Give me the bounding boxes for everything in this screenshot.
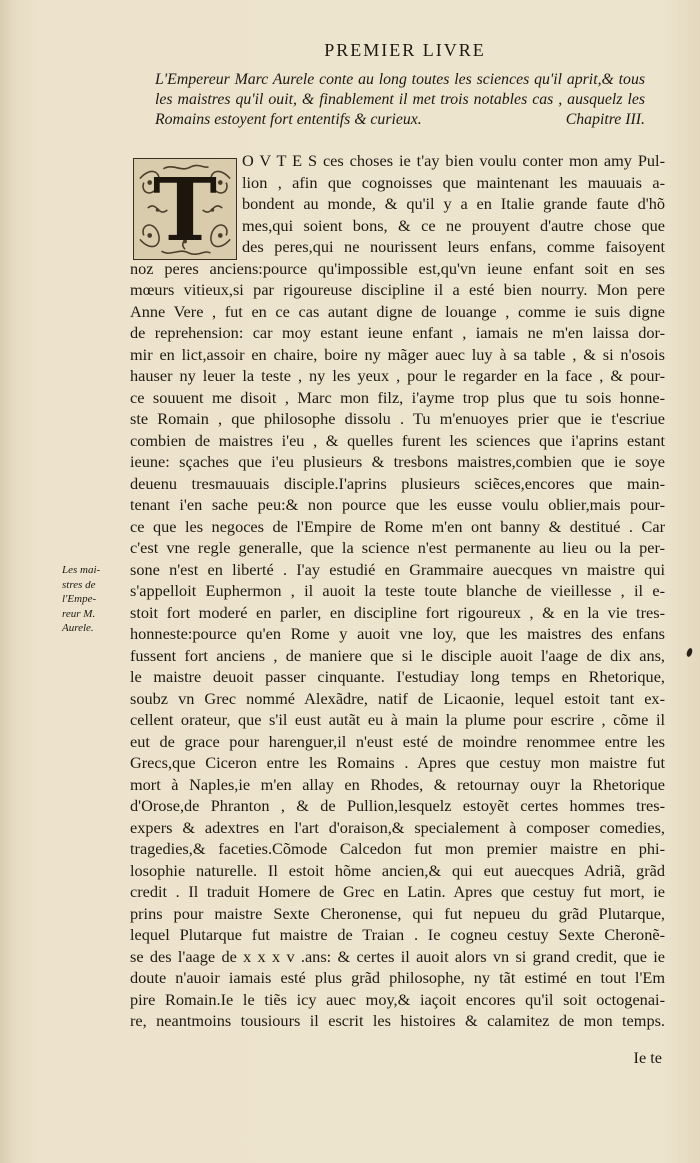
text-line: lequel Plutarque fut maistre de Traian . Ie cogneu cestuy Sexte Cheronẽ- xyxy=(130,925,665,944)
text-line: tragedies,& faceties.Cõmode Calcedon fut mon premier maistre en phi- xyxy=(130,839,665,858)
marginal-note-line: l'Empe- xyxy=(62,593,97,605)
text-line: mes,qui soient bons, & ce ne prouyent d'autre chose que xyxy=(242,215,665,235)
text-line: c'est vne regle generalle, que la science n'est permanente au lieu ou la per- xyxy=(130,538,665,557)
text-line: deuenu tresmauuais disciple.I'aprins plusieurs sciẽces,encores que main- xyxy=(130,473,665,493)
text-line: ieune: sçaches que i'eu plusieurs & tresbons maistres,combien que ie soye xyxy=(130,452,665,471)
text-line: losophie naturelle. Il estoit hõme ancien,& qui eut auecques Adriã, grãd xyxy=(130,860,665,880)
text-line: credit . Il traduit Homere de Grec en Latin. Apres que cestuy fut mort, ie xyxy=(130,882,665,901)
chapter-heading-line: les maistres qu'il ouit, & finablement il met trois notables cas , ausquelz les xyxy=(155,91,645,108)
text-line: lion , afin que cognoisses que maintenant les mauuais a- xyxy=(242,172,665,192)
main-text xyxy=(130,150,665,1032)
text-line: mort à Naples,ie m'en allay en Rhodes, & retournay ouyr la Rhetorique xyxy=(130,774,665,794)
text-line: ce que les negoces de l'Empire de Rome m'en ont banny & destitué . Car xyxy=(130,516,665,536)
text-line: s'appelloit Euphermon , il auoit la teste toute blanche de vieillesse , il e- xyxy=(130,581,665,600)
text-line: mœurs vitieux,si par rigoureuse discipline il a esté bien nourry. Mon pere xyxy=(130,280,665,299)
text-line: noz peres anciens:pource qu'impossible est,qu'vn ieune enfant soit en ses xyxy=(130,258,665,278)
text-line: bondent au monde, & qu'il y a en Italie grande faute d'hõ xyxy=(242,194,665,213)
text-line: mir en lict,assoir en chaire, boire ny mãger auec luy à sa table , & si n'osois xyxy=(130,344,665,364)
text-line: eut de grace pour harenguer,il n'eust esté de moindre renommee entre les xyxy=(130,731,665,751)
text-line: soubz vn Grec nommé Alexãdre, natif de Licaonie, lequel estoit tant ex- xyxy=(130,688,665,708)
text-line: pire Romain.Ie le tiẽs icy auec moy,& iaçoit encores qu'il soit octogenai- xyxy=(130,989,665,1009)
chapter-heading-line: L'Empereur Marc Aurele conte au long toutes les sciences qu'il aprit,& tous xyxy=(155,71,645,88)
text-line: Grecs,que Ciceron entre les Romains . Apres que cestuy mon maistre fut xyxy=(130,753,665,772)
text-line: le maistre deuoit passer cinquante. I'estudiay long temps en Rhetorique, xyxy=(130,667,665,686)
text-line: cellent orateur, que s'il eust autãt eu à main la plume pour escrire , cõme il xyxy=(130,710,665,729)
text-line: doute n'auoir iamais esté plus grãd philosophe, ny tãt estimé en tout l'Em xyxy=(130,968,665,987)
marginal-note xyxy=(62,563,120,636)
text-line: honneste:pource qu'en Rome y auoit vne loy, que les maistres des enfans xyxy=(130,624,665,643)
text-line: stoit fort moderé en parler, en discipline fort rigoureux , & en la vie tres- xyxy=(130,602,665,622)
marginal-note-line: Les mai- xyxy=(62,564,101,576)
text-line: d'Orose,de Phranton , & de Pullion,lesquelz estoyẽt certes hommes tres- xyxy=(130,796,665,815)
text-line: sone n'est en liberté . I'ay estudié en Grammaire auecques vn maistre qui xyxy=(130,559,665,579)
text-line: de reprehension: car moy estant ieune enfant , iamais ne m'en laissa dor- xyxy=(130,323,665,342)
text-line: des peres,qui ne nourissent leurs enfans, comme faisoyent xyxy=(242,237,665,256)
text-line: re, neantmoins tousiours il escrit les histoires & calamitez de mon temps. xyxy=(130,1011,665,1030)
catchword: Ie te xyxy=(633,1048,662,1067)
text-line: ste Romain , que philosophe dissolu . Tu m'enuoyes prier que ie t'escriue xyxy=(130,409,665,428)
text-line: Anne Vere , fut en ce cas autant digne de louange , comme ie suis digne xyxy=(130,301,665,321)
chapter-number: Chapitre III. xyxy=(565,111,645,128)
running-head: PREMIER LIVRE xyxy=(324,40,486,60)
drop-cap-letter: T xyxy=(153,160,217,260)
chapter-heading-last-line xyxy=(155,110,645,130)
marginal-note-line: reur M. xyxy=(62,607,96,620)
ink-mark xyxy=(686,647,694,657)
text-line: combien de maistres i'eu , & quelles furent les sciences que i'aprins estant xyxy=(130,430,665,450)
chapter-heading xyxy=(155,70,645,130)
text-line: se des l'aage de x x x v .ans: & certes il auoit alors vn si grand credit, que ie xyxy=(130,946,665,966)
text-line: tenant i'en sache peu:& non pource que les eusse voulu oblier,mais pour- xyxy=(130,495,665,514)
text-line: ce souuent me disoit , Marc mon filz, i'ayme trop plus que tu sois honne- xyxy=(130,387,665,407)
text-line: prins pour maistre Sexte Cheronense, qui fut nepueu du grãd Plutarque, xyxy=(130,903,665,923)
text-line: hauser ny leuer la teste , ny les yeux , pour le regarder en la face , & pour- xyxy=(130,366,665,385)
marginal-note-line: Aurele. xyxy=(62,622,94,634)
text-line: O V T E S ces choses ie t'ay bien voulu conter mon amy Pul- xyxy=(242,151,665,170)
text-line: fussent fort anciens , de maniere que si le disciple auoit l'aage de dix ans, xyxy=(130,645,665,665)
marginal-note-line: stres de xyxy=(62,578,96,591)
text-line: expers & adextres en l'art d'oraison,& specialement à composer comedies, xyxy=(130,817,665,837)
chapter-heading-line: Romains estoyent fort ententifs & curieux. xyxy=(155,111,422,128)
